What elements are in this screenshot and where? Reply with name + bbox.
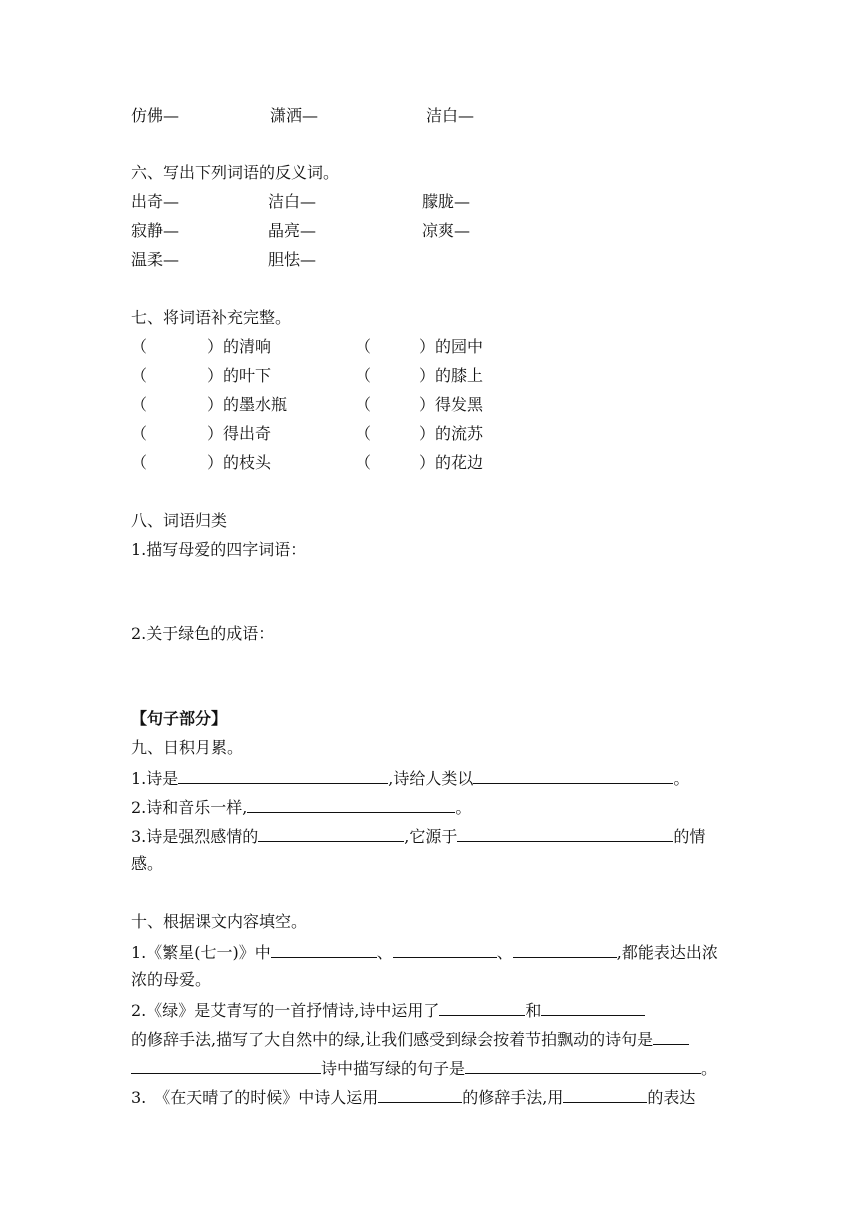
answer-blank[interactable]	[473, 767, 673, 784]
close-paren: ）	[207, 395, 224, 414]
answer-blank[interactable]	[258, 825, 404, 842]
question-text	[131, 999, 645, 1021]
question-text	[131, 941, 718, 963]
antonym-item: 胆怯—	[268, 250, 317, 269]
text-run: 2.《绿》是艾青写的一首抒情诗,诗中运用了	[131, 1001, 440, 1020]
question-text: 浓的母爱。	[131, 970, 212, 989]
answer-blank[interactable]	[563, 1086, 647, 1103]
question-text	[131, 1086, 695, 1108]
question-text	[131, 796, 471, 818]
text-run: 1.诗是	[131, 769, 179, 788]
antonym-item: 朦胧—	[422, 192, 471, 211]
fill-item	[355, 366, 483, 386]
section-6-title: 六、写出下列词语的反义词。	[131, 163, 340, 182]
text-run: 的修辞手法,用	[462, 1088, 564, 1107]
text-run: 。	[701, 1059, 718, 1078]
section-8-title: 八、词语归类	[131, 511, 228, 530]
answer-blank[interactable]	[457, 825, 673, 842]
open-paren: （	[131, 424, 148, 443]
fill-item	[355, 424, 483, 444]
close-paren: ）	[207, 424, 224, 443]
fill-item	[131, 337, 271, 357]
text-run: 3.诗是强烈感情的	[131, 827, 259, 846]
fill-suffix: 的叶下	[223, 366, 272, 385]
open-paren: （	[355, 366, 372, 385]
text-run: 《在天晴了的时候》中诗人运用	[154, 1088, 379, 1107]
answer-blank[interactable]	[465, 1057, 701, 1074]
question-text: 感。	[131, 854, 164, 873]
antonym-item: 晶亮—	[268, 221, 317, 240]
close-paren: ）	[207, 337, 224, 356]
fill-item	[355, 453, 483, 473]
open-paren: （	[131, 453, 148, 472]
fill-suffix: 的园中	[435, 337, 484, 356]
text-run: ,都能表达出浓	[616, 943, 718, 962]
fill-item	[131, 453, 271, 473]
text-run: 3.	[131, 1088, 147, 1107]
fill-item	[355, 337, 483, 357]
fill-suffix: 得出奇	[223, 424, 272, 443]
fill-suffix: 的膝上	[435, 366, 484, 385]
text-run: 。	[673, 769, 690, 788]
question-text	[131, 1057, 717, 1079]
text-run: 2.诗和音乐一样,	[131, 798, 248, 817]
answer-blank[interactable]	[378, 1086, 462, 1103]
answer-blank[interactable]	[513, 941, 617, 958]
antonym-item: 凉爽—	[422, 221, 471, 240]
fill-item	[131, 395, 287, 415]
close-paren: ）	[419, 366, 436, 385]
fill-suffix: 的流苏	[435, 424, 484, 443]
open-paren: （	[131, 337, 148, 356]
text-run: 、	[376, 943, 393, 962]
question-text	[131, 767, 689, 789]
antonym-item: 寂静—	[131, 221, 180, 240]
answer-blank[interactable]	[439, 999, 525, 1016]
open-paren: （	[355, 453, 372, 472]
text-run: 的情	[673, 827, 706, 846]
antonym-item: 出奇—	[131, 192, 180, 211]
question-text	[131, 825, 705, 847]
open-paren: （	[355, 337, 372, 356]
open-paren: （	[131, 395, 148, 414]
question-text	[131, 1028, 689, 1050]
question-text: 1.描写母爱的四字词语：	[131, 540, 307, 559]
answer-blank[interactable]	[653, 1028, 689, 1045]
antonym-item: 洁白—	[268, 192, 317, 211]
answer-blank[interactable]	[131, 1057, 321, 1074]
close-paren: ）	[419, 453, 436, 472]
word-item: 仿佛—	[131, 106, 180, 125]
answer-blank[interactable]	[247, 796, 455, 813]
text-run: 的表达	[647, 1088, 696, 1107]
fill-suffix: 的花边	[435, 453, 484, 472]
text-run: 。	[455, 798, 472, 817]
section-7-title: 七、将词语补充完整。	[131, 308, 292, 327]
text-run: 诗中描写绿的句子是	[321, 1059, 466, 1078]
open-paren: （	[355, 424, 372, 443]
question-text: 2.关于绿色的成语：	[131, 624, 275, 643]
word-item: 潇洒—	[270, 106, 319, 125]
fill-suffix: 的枝头	[223, 453, 272, 472]
fill-item	[355, 395, 483, 415]
text-run: ,它源于	[404, 827, 458, 846]
answer-blank[interactable]	[541, 999, 645, 1016]
close-paren: ）	[419, 424, 436, 443]
open-paren: （	[355, 395, 372, 414]
fill-suffix: 的墨水瓶	[223, 395, 288, 414]
text-run: ,诗给人类以	[388, 769, 474, 788]
fill-suffix: 的清响	[223, 337, 272, 356]
section-10-title: 十、根据课文内容填空。	[131, 912, 308, 931]
close-paren: ）	[207, 366, 224, 385]
fill-suffix: 得发黑	[435, 395, 484, 414]
antonym-item: 温柔—	[131, 250, 180, 269]
text-run: 1.《繁星(七一)》中	[131, 943, 271, 962]
fill-item	[131, 366, 271, 386]
text-run: 和	[525, 1001, 542, 1020]
answer-blank[interactable]	[178, 767, 388, 784]
answer-blank[interactable]	[393, 941, 497, 958]
section-9-title: 九、日积月累。	[131, 738, 244, 757]
close-paren: ）	[207, 453, 224, 472]
fill-item	[131, 424, 271, 444]
close-paren: ）	[419, 395, 436, 414]
word-item: 洁白—	[426, 106, 475, 125]
open-paren: （	[131, 366, 148, 385]
part-heading: 【句子部分】	[131, 709, 228, 728]
close-paren: ）	[419, 337, 436, 356]
text-run: 、	[496, 943, 513, 962]
answer-blank[interactable]	[271, 941, 377, 958]
text-run: 的修辞手法,描写了大自然中的绿,让我们感受到绿会按着节拍飘动的诗句是	[131, 1030, 654, 1049]
